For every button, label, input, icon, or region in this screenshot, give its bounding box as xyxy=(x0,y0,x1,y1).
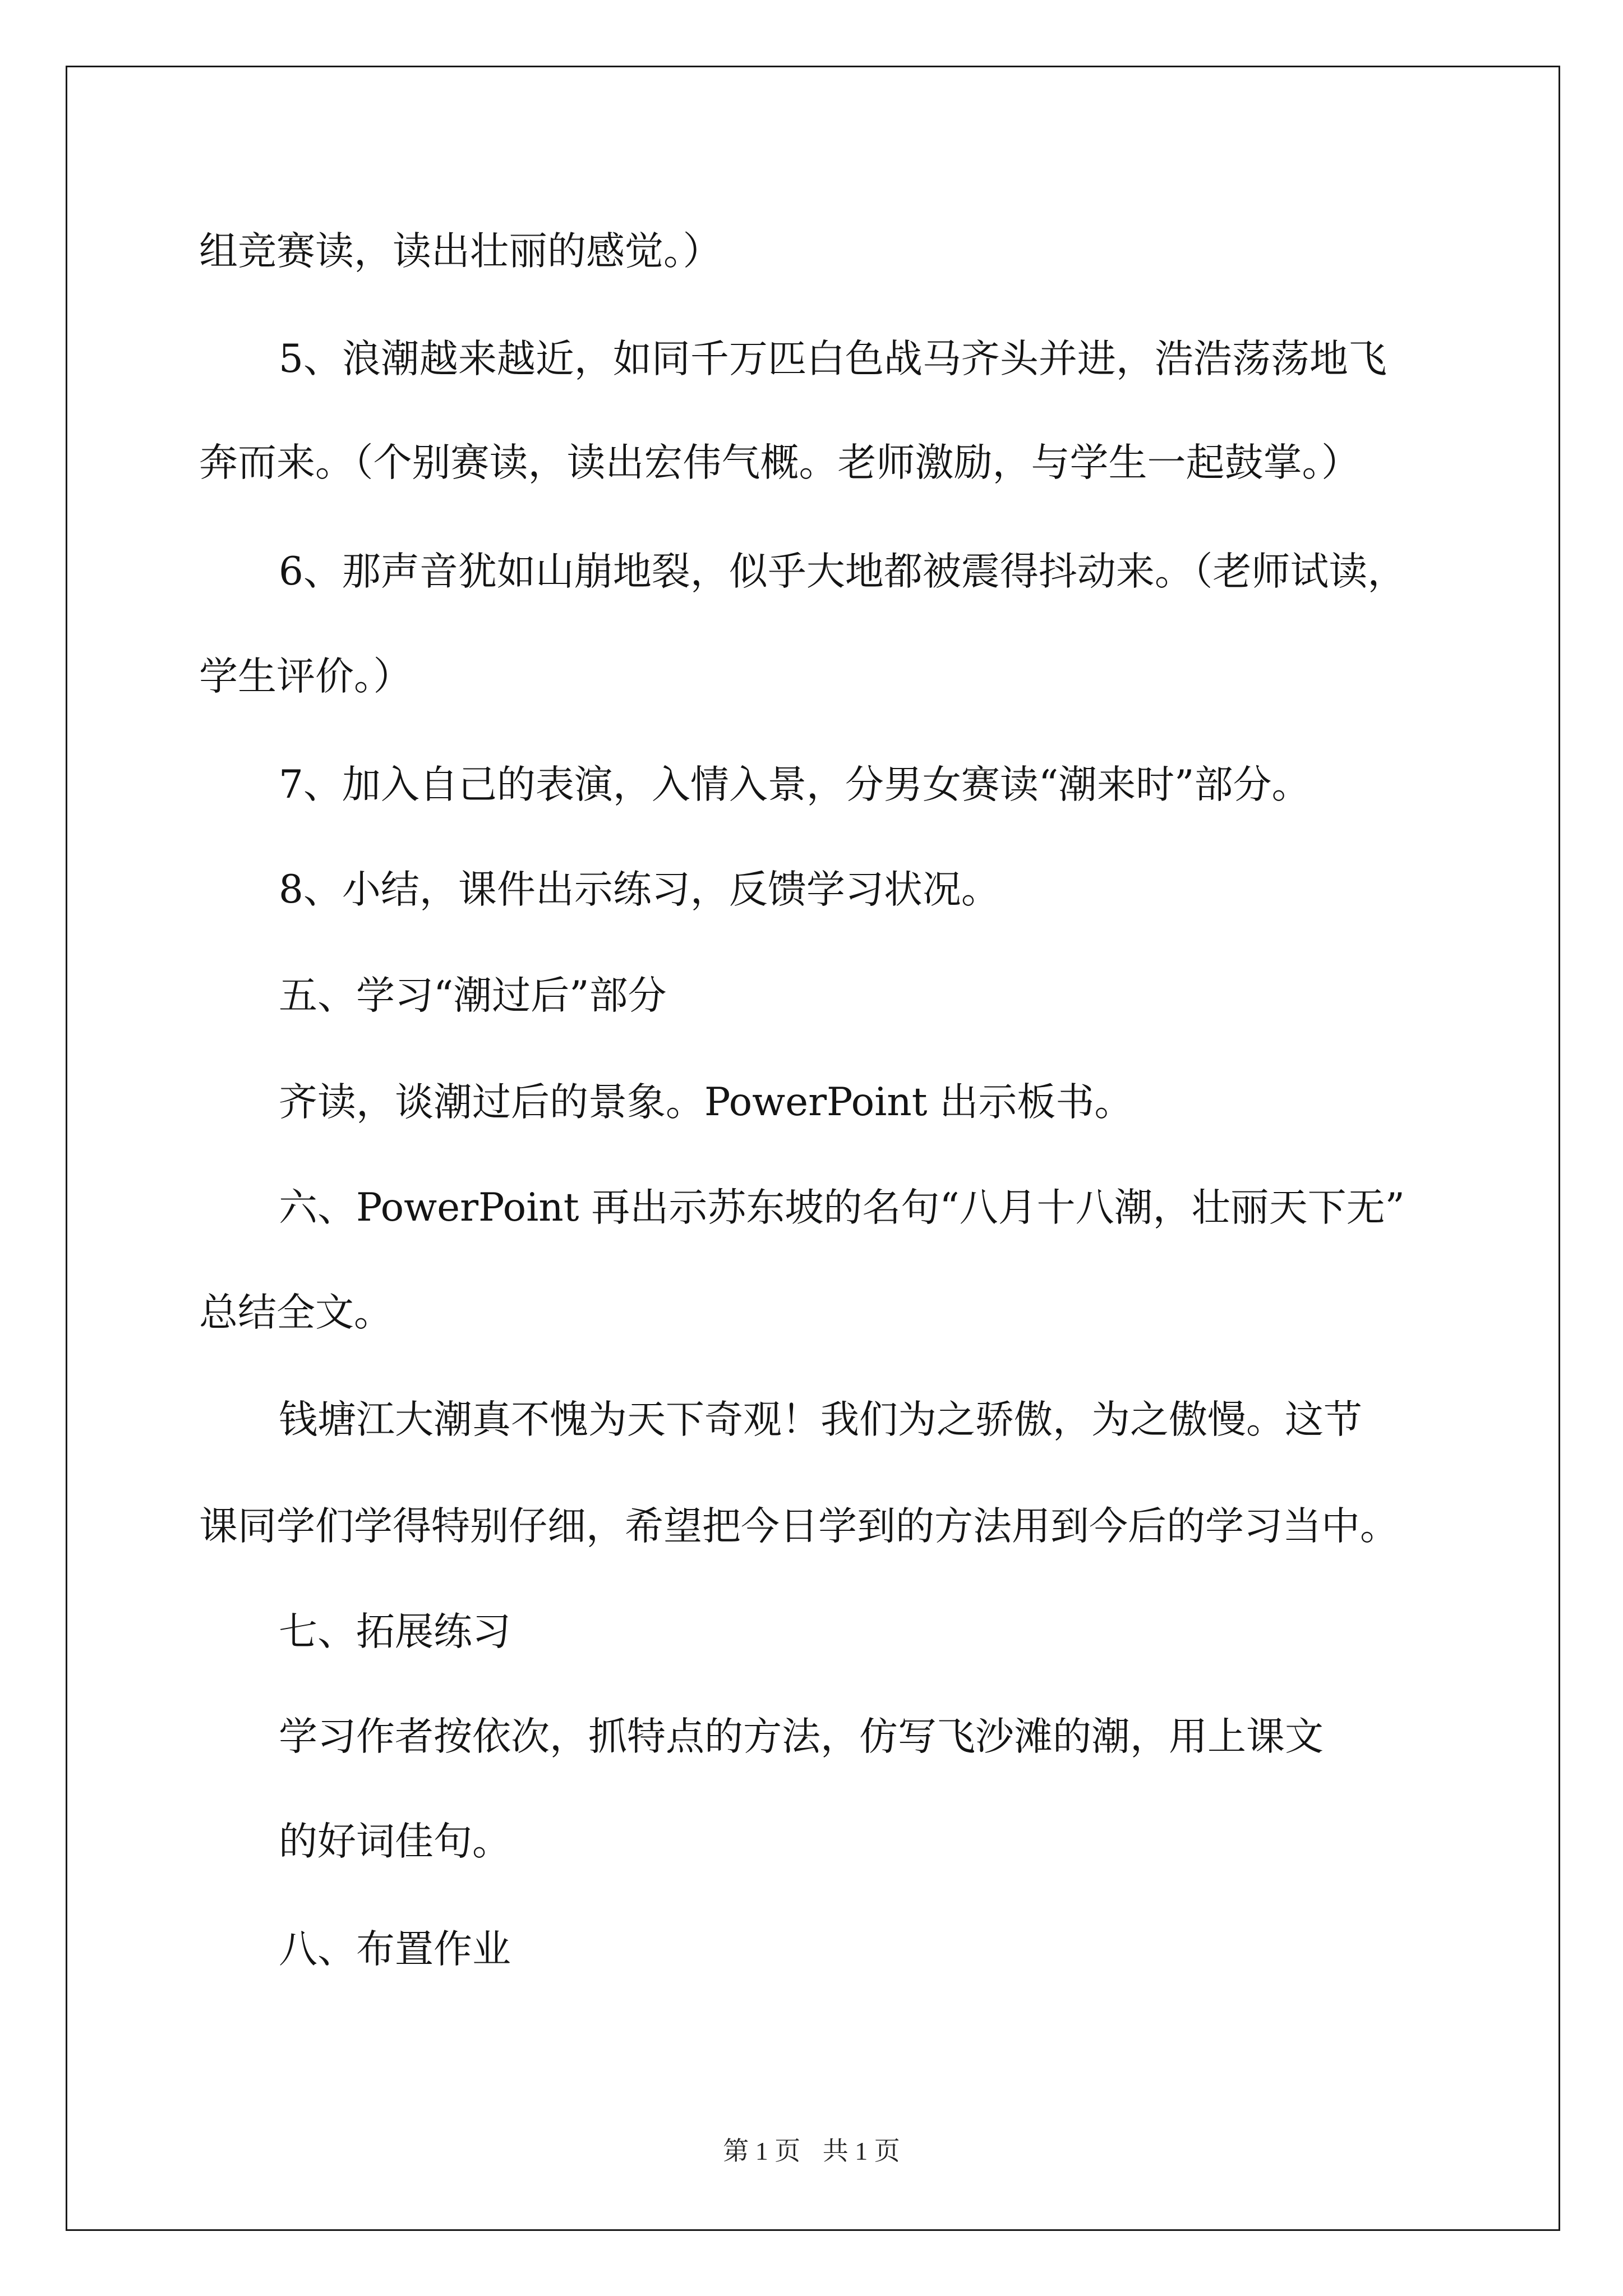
text-line: 的好词佳句。 xyxy=(279,1819,511,1864)
section-heading: 八、布置作业 xyxy=(279,1927,511,1972)
text-line: 六、PowerPoint 再出示苏东坡的名句“八月十八潮，壮丽天下无” xyxy=(279,1185,1405,1230)
text-line: 组竞赛读，读出壮丽的感觉。） xyxy=(199,229,722,274)
text-line: 学生评价。） xyxy=(199,654,412,699)
page-number: 第 1 页 xyxy=(723,2137,801,2165)
text-line: 钱塘江大潮真不愧为天下奇观！我们为之骄傲，为之傲慢。这节 xyxy=(279,1397,1362,1442)
text-line: 奔而来。（个别赛读，读出宏伟气概。老师激励，与学生一起鼓掌。） xyxy=(199,440,1360,485)
page-footer xyxy=(0,2131,1623,2168)
text-line: 5、浪潮越来越近，如同千万匹白色战马齐头并进，浩浩荡荡地飞 xyxy=(279,337,1387,381)
section-heading: 七、拓展练习 xyxy=(279,1609,511,1654)
text-line: 学习作者按依次，抓特点的方法，仿写飞沙滩的潮，用上课文 xyxy=(279,1714,1324,1759)
page-total: 共 1 页 xyxy=(822,2137,900,2165)
text-line: 齐读，谈潮过后的景象。PowerPoint 出示板书。 xyxy=(279,1080,1133,1125)
page-border xyxy=(66,66,1560,2231)
text-line: 8、小结，课件出示练习，反馈学习状况。 xyxy=(279,867,1000,912)
text-line: 总结全文。 xyxy=(199,1290,393,1335)
text-line: 课同学们学得特别仔细，希望把今日学到的方法用到今后的学习当中。 xyxy=(199,1504,1399,1549)
text-line: 6、那声音犹如山崩地裂，似乎大地都被震得抖动来。（老师试读， xyxy=(279,549,1407,594)
section-heading: 五、学习“潮过后”部分 xyxy=(279,973,667,1018)
text-line: 7、加入自己的表演，入情入景，分男女赛读“潮来时”部分。 xyxy=(279,762,1311,807)
